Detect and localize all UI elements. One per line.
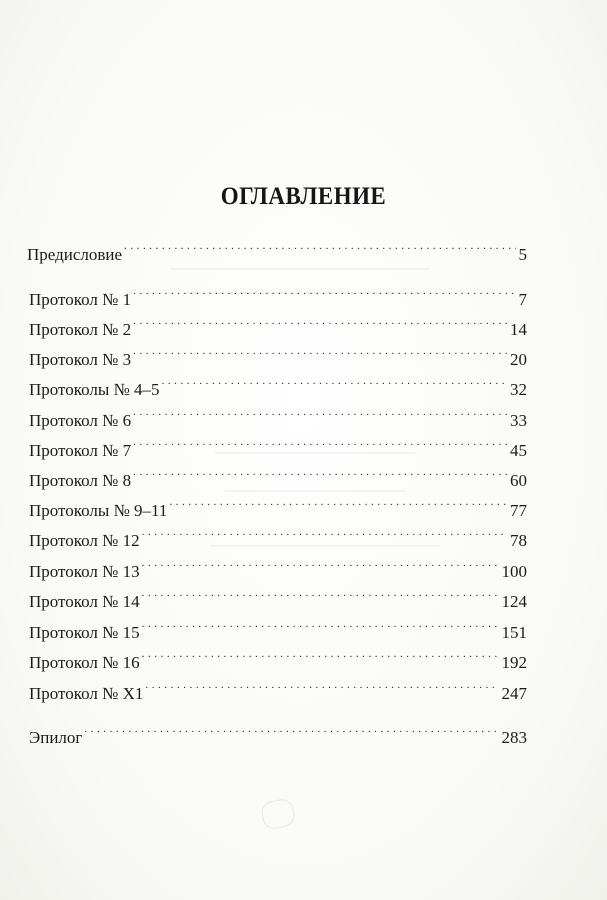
toc-entry-page: 33 (510, 411, 527, 430)
toc-entry-title: Протокол № X1 (29, 684, 144, 703)
toc-dot-leader (133, 313, 507, 335)
toc-entry-title: Протоколы № 9–11 (29, 501, 168, 520)
toc-entry-page: 7 (518, 290, 527, 309)
toc-entry-title: Протокол № 7 (29, 441, 132, 460)
toc-entry-page: 283 (501, 728, 527, 747)
toc-entry-page: 124 (501, 592, 527, 611)
toc-dot-leader (124, 238, 515, 260)
toc-entry-page: 32 (510, 380, 527, 399)
toc-entry-page: 14 (510, 320, 527, 339)
toc-dot-leader (142, 585, 499, 607)
toc-entry-title: Предисловие (27, 245, 123, 264)
toc-dot-leader (142, 646, 499, 668)
page-title: ОГЛАВЛЕНИЕ (220, 183, 387, 210)
toc-entry[interactable] (29, 524, 527, 550)
toc-entry-title: Протокол № 8 (29, 471, 132, 490)
toc-dot-leader (142, 616, 499, 638)
toc-entry[interactable] (29, 616, 527, 642)
toc-entry[interactable] (29, 464, 527, 490)
toc-dot-leader (133, 464, 507, 486)
toc-entry[interactable] (27, 238, 527, 264)
toc-dot-leader (169, 494, 507, 516)
toc-entry-title: Протокол № 16 (29, 653, 140, 672)
toc-dot-leader (162, 373, 507, 395)
toc-entry-page: 100 (501, 562, 527, 581)
toc-entry-page: 5 (518, 245, 527, 264)
toc-entry-title: Протокол № 1 (29, 290, 132, 309)
toc-entry-page: 45 (510, 441, 527, 460)
toc-entry[interactable] (29, 434, 527, 460)
toc-entry[interactable] (29, 555, 527, 581)
toc-dot-leader (133, 343, 507, 365)
toc-entry[interactable] (29, 585, 527, 611)
toc-entry-title: Протокол № 12 (29, 531, 140, 550)
toc-entry-title: Протоколы № 4–5 (29, 380, 160, 399)
toc-entry[interactable] (29, 494, 527, 520)
toc-entry-page: 247 (501, 684, 527, 703)
toc-entry-title: Протокол № 14 (29, 592, 140, 611)
toc-entry-page: 151 (501, 623, 527, 642)
toc-entry[interactable] (29, 313, 527, 339)
toc-entry[interactable] (29, 343, 527, 369)
toc-dot-leader (84, 721, 498, 743)
toc-entry-page: 60 (510, 471, 527, 490)
toc-entry-page: 78 (510, 531, 527, 550)
toc-dot-leader (145, 677, 498, 699)
toc-entry-title: Протокол № 15 (29, 623, 140, 642)
toc-entry[interactable] (29, 373, 527, 399)
toc-entry-title: Протокол № 2 (29, 320, 132, 339)
toc-entry-title: Протокол № 6 (29, 411, 132, 430)
toc-entry[interactable] (29, 283, 527, 309)
toc-entry-title: Протокол № 3 (29, 350, 132, 369)
toc-dot-leader (142, 524, 507, 546)
toc-entry[interactable] (29, 677, 527, 703)
toc-dot-leader (133, 404, 507, 426)
toc-entry[interactable] (29, 646, 527, 672)
toc-entry-title: Эпилог (29, 728, 83, 747)
toc-dot-leader (142, 555, 499, 577)
toc-entry-title: Протокол № 13 (29, 562, 140, 581)
toc-entry-page: 192 (501, 653, 527, 672)
toc-entry-page: 77 (510, 501, 527, 520)
toc-dot-leader (133, 283, 515, 305)
toc-entry-page: 20 (510, 350, 527, 369)
toc-dot-leader (133, 434, 507, 456)
toc-entry[interactable] (29, 721, 527, 747)
toc-entry[interactable] (29, 404, 527, 430)
